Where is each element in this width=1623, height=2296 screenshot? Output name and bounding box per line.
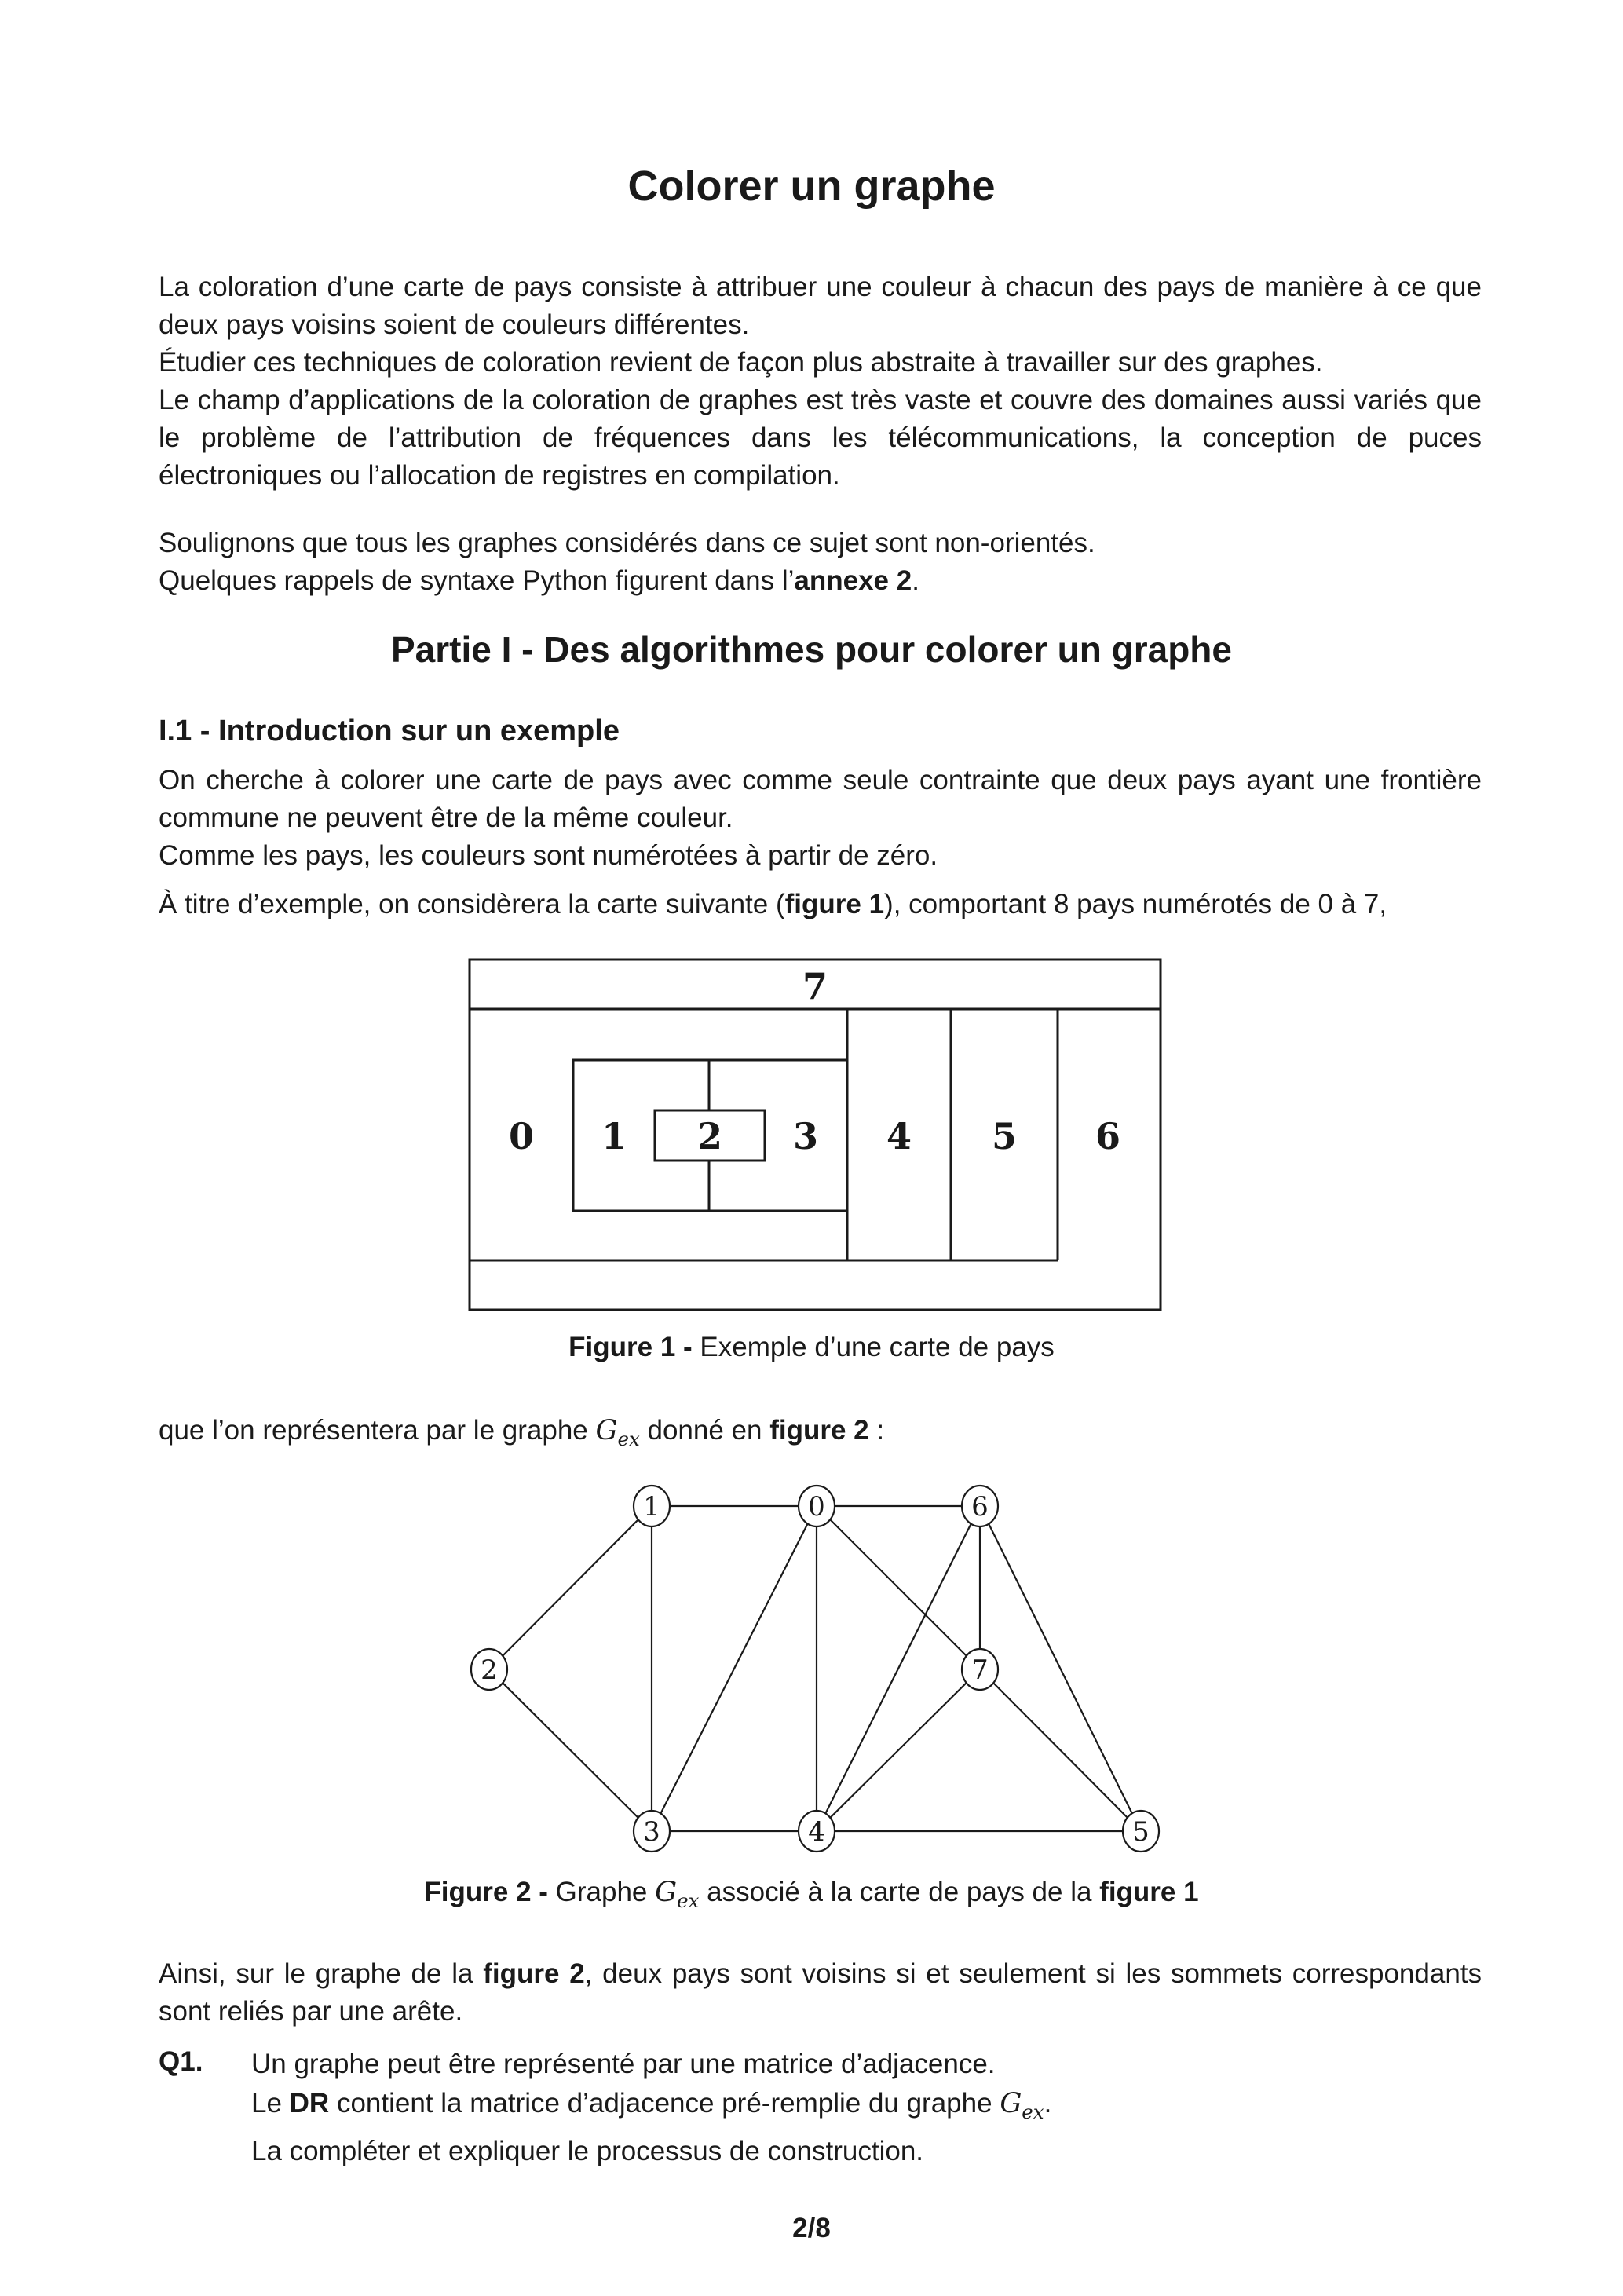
region-label-5: 5 [991,1115,1018,1157]
graph-node-0 [799,1486,835,1526]
svg-text:1: 1 [643,1491,660,1523]
caption-label: Figure 1 - [568,1332,693,1362]
question-label: Q1. [159,2046,203,2077]
figure-reference: figure 1 [784,889,885,919]
text: : [868,1415,885,1446]
figure-reference: figure 1 [1099,1877,1199,1907]
graph-edge [489,1669,652,1831]
caption-text: Graphe [547,1877,656,1907]
caption-text: associé à la carte de pays de la [699,1877,1100,1907]
intro-line: Le champ d’applications de la coloration de graphes est très vaste et couvre des domaines aussi variés que le problème de l’attribution de fréquences dans les télécommunications, la conception de puces électroniques ou l’allocation de registres en compilation. [159,385,1482,491]
section-line: Comme les pays, les couleurs sont numérotées à partir de zéro. [159,840,938,871]
graph-symbol: $G_{ex}$ [1000,2088,1044,2123]
svg-text:7: 7 [971,1654,989,1686]
page-title: Colorer un graphe [627,163,996,210]
section-line: On cherche à colorer une carte de pays avec comme seule contrainte que deux pays ayant une frontière commune ne peuvent être de la même couleur. [159,765,1482,833]
graph-node-5 [1123,1811,1159,1852]
annex-reference: annexe 2 [794,565,912,596]
svg-text:6: 6 [971,1491,989,1523]
graph-node-7 [962,1649,998,1690]
region-label-6: 6 [1095,1115,1121,1157]
text: , deux pays sont voisins si et seulement si les sommets correspondants sont reliés par une arête. [159,1958,1482,2027]
graph-node-1 [634,1486,670,1526]
question-line: La compléter et expliquer le processus de construction. [251,2136,924,2166]
part-title: Partie I - Des algorithmes pour colorer un graphe [390,629,1232,670]
page-number: 2/8 [792,2213,831,2243]
question-line: Le DR contient la matrice d’adjacence pré-remplie du graphe $G_{ex}$. [251,2088,1052,2123]
region-label-7: 7 [802,965,828,1007]
figure-reference: figure 2 [483,1958,585,1989]
graph-edge [980,1506,1141,1831]
graph-edge [817,1506,980,1669]
figure-2-caption [0,1877,1623,1912]
graph-edge [489,1506,652,1669]
intro-line: Étudier ces techniques de coloration revient de façon plus abstraite à travailler sur des graphes. [159,347,1323,378]
text: Quelques rappels de syntaxe Python figurent dans l’ [159,565,795,596]
text: . [912,565,919,596]
svg-text:2: 2 [481,1654,498,1686]
graph-edge [817,1506,980,1831]
graph-edge [652,1506,817,1831]
graph-node-2 [471,1649,507,1690]
region-label-2: 2 [696,1115,723,1157]
region-label-4: 4 [886,1115,912,1157]
graph-edge [980,1669,1141,1831]
note-line-1: Soulignons que tous les graphes considérés dans ce sujet sont non-orientés. [159,528,1095,558]
graph-node-6 [962,1486,998,1526]
region-label-3: 3 [792,1115,819,1157]
question-line: Un graphe peut être représenté par une matrice d’adjacence. [251,2049,996,2079]
graph-symbol: $G_{ex}$ [655,1877,700,1912]
caption-text: Exemple d’une carte de pays [692,1332,1055,1362]
text: donné en [639,1415,770,1446]
region-label-1: 1 [601,1115,627,1157]
intro-line: La coloration d’une carte de pays consiste à attribuer une couleur à chacun des pays de manière à ce que deux pays voisins soient de couleurs différentes. [159,272,1482,340]
figure-reference: figure 2 [769,1415,869,1446]
question-body [251,2045,1476,2171]
text: À titre d’exemple, on considèrera la carte suivante ( [159,889,785,919]
svg-text:5: 5 [1132,1816,1150,1848]
text: ), comportant 8 pays numérotés de 0 à 7, [884,889,1387,919]
svg-text:4: 4 [808,1816,825,1848]
svg-text:3: 3 [643,1816,660,1848]
graph-edge [817,1669,980,1831]
graph-symbol: $G_{ex}$ [595,1415,640,1450]
section-title: I.1 - Introduction sur un exemple [159,715,620,748]
graph-node-3 [634,1811,670,1852]
caption-label: Figure 2 - [424,1877,548,1907]
svg-text:0: 0 [808,1491,825,1523]
text: que l’on représentera par le graphe [159,1415,596,1446]
conclusion-paragraph [159,1955,1482,2031]
region-label-0: 0 [508,1115,535,1157]
dr-reference: DR [289,2088,330,2119]
graph-node-4 [799,1811,835,1852]
text: Ainsi, sur le graphe de la [159,1958,484,1989]
